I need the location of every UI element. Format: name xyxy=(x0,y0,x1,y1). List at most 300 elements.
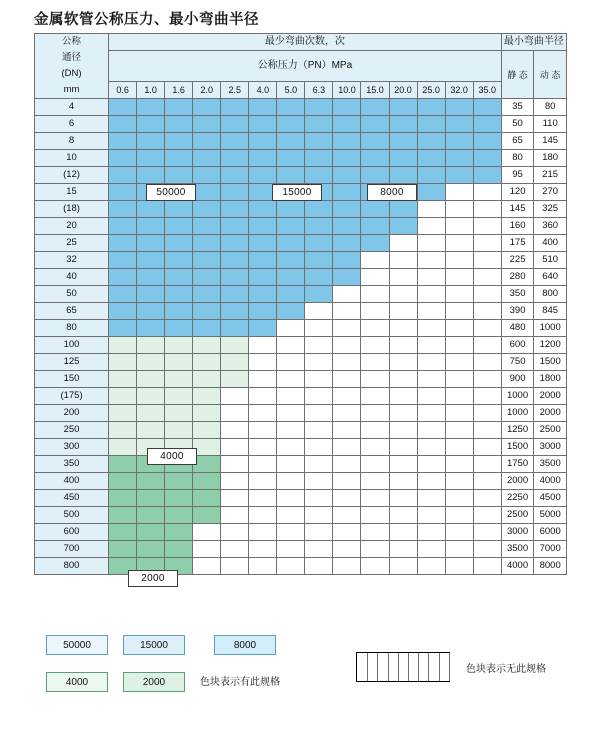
spec-cell xyxy=(445,490,473,507)
spec-cell xyxy=(389,218,417,235)
spec-cell xyxy=(221,456,249,473)
spec-cell xyxy=(137,286,165,303)
spec-cell xyxy=(417,252,445,269)
spec-cell xyxy=(277,507,305,524)
spec-cell xyxy=(221,201,249,218)
spec-cell xyxy=(137,422,165,439)
spec-cell xyxy=(445,337,473,354)
spec-cell xyxy=(417,524,445,541)
spec-cell xyxy=(193,473,221,490)
hatch-line xyxy=(377,653,378,681)
spec-cell xyxy=(473,99,501,116)
dn-value: 8 xyxy=(35,133,109,150)
spec-cell xyxy=(445,201,473,218)
spec-cell xyxy=(249,388,277,405)
spec-cell xyxy=(109,439,137,456)
dynamic-radius: 510 xyxy=(534,252,567,269)
table-header-row-3 xyxy=(35,82,567,99)
spec-cell xyxy=(361,150,389,167)
spec-cell xyxy=(165,422,193,439)
spec-cell xyxy=(473,388,501,405)
spec-cell xyxy=(305,490,333,507)
cycle-callout: 8000 xyxy=(367,184,417,201)
pressure-header: 公称压力（PN）MPa xyxy=(109,51,502,82)
dn-value: 40 xyxy=(35,269,109,286)
hatch-line xyxy=(449,653,450,681)
dynamic-radius: 1200 xyxy=(534,337,567,354)
spec-cell xyxy=(361,388,389,405)
spec-cell xyxy=(361,303,389,320)
spec-cell xyxy=(473,133,501,150)
spec-cell xyxy=(249,133,277,150)
spec-cell xyxy=(445,388,473,405)
spec-cell xyxy=(277,490,305,507)
static-radius: 1000 xyxy=(501,388,534,405)
spec-cell xyxy=(361,235,389,252)
spec-cell xyxy=(277,439,305,456)
spec-cell xyxy=(445,269,473,286)
spec-cell xyxy=(445,167,473,184)
spec-cell xyxy=(389,456,417,473)
spec-cell xyxy=(333,150,361,167)
spec-cell xyxy=(305,473,333,490)
spec-cell xyxy=(249,405,277,422)
spec-cell xyxy=(389,286,417,303)
dn-value: 32 xyxy=(35,252,109,269)
spec-cell xyxy=(333,524,361,541)
static-radius: 95 xyxy=(501,167,534,184)
spec-cell xyxy=(137,371,165,388)
spec-cell xyxy=(333,558,361,575)
spec-cell xyxy=(137,150,165,167)
table-row xyxy=(35,456,567,473)
spec-cell xyxy=(389,405,417,422)
hatch-line xyxy=(398,653,399,681)
spec-cell xyxy=(333,235,361,252)
spec-cell xyxy=(109,303,137,320)
dynamic-radius: 8000 xyxy=(534,558,567,575)
spec-cell xyxy=(221,422,249,439)
spec-cell xyxy=(389,320,417,337)
pressure-col-header: 5.0 xyxy=(277,82,305,99)
spec-cell xyxy=(109,133,137,150)
static-radius: 3000 xyxy=(501,524,534,541)
spec-cell xyxy=(445,184,473,201)
spec-cell xyxy=(305,116,333,133)
spec-cell xyxy=(137,541,165,558)
spec-cell xyxy=(445,473,473,490)
spec-cell xyxy=(277,286,305,303)
spec-cell xyxy=(333,439,361,456)
spec-cell xyxy=(193,184,221,201)
spec-cell xyxy=(305,99,333,116)
spec-cell xyxy=(249,507,277,524)
dynamic-radius: 400 xyxy=(534,235,567,252)
spec-cell xyxy=(389,116,417,133)
dn-value: 150 xyxy=(35,371,109,388)
table-row xyxy=(35,558,567,575)
spec-cell xyxy=(417,439,445,456)
spec-cell xyxy=(305,269,333,286)
dn-header-line: 公称 xyxy=(62,36,82,47)
spec-cell xyxy=(389,371,417,388)
radius-header: 最小弯曲半径 xyxy=(501,34,566,51)
spec-cell xyxy=(193,303,221,320)
spec-cell xyxy=(249,252,277,269)
spec-cell xyxy=(249,337,277,354)
table-row xyxy=(35,388,567,405)
spec-cell xyxy=(109,388,137,405)
spec-cell xyxy=(389,337,417,354)
spec-cell xyxy=(221,439,249,456)
spec-cell xyxy=(277,269,305,286)
table-row xyxy=(35,422,567,439)
spec-cell xyxy=(305,167,333,184)
legend-note-color: 色块表示有此规格 xyxy=(200,677,280,688)
spec-cell xyxy=(445,541,473,558)
spec-cell xyxy=(445,252,473,269)
spec-cell xyxy=(193,218,221,235)
spec-cell xyxy=(361,133,389,150)
spec-cell xyxy=(445,422,473,439)
spec-cell xyxy=(333,133,361,150)
table-row xyxy=(35,218,567,235)
spec-cell xyxy=(305,388,333,405)
pressure-col-header: 4.0 xyxy=(249,82,277,99)
spec-cell xyxy=(361,354,389,371)
dynamic-radius: 360 xyxy=(534,218,567,235)
spec-cell xyxy=(417,218,445,235)
table-row xyxy=(35,201,567,218)
dynamic-radius: 110 xyxy=(534,116,567,133)
spec-cell xyxy=(109,490,137,507)
spec-cell xyxy=(333,388,361,405)
spec-cell xyxy=(445,116,473,133)
static-radius: 600 xyxy=(501,337,534,354)
spec-cell xyxy=(249,541,277,558)
spec-cell xyxy=(305,337,333,354)
dn-value: 100 xyxy=(35,337,109,354)
spec-cell xyxy=(333,286,361,303)
spec-cell xyxy=(193,167,221,184)
cycle-callout: 50000 xyxy=(146,184,196,201)
spec-cell xyxy=(417,99,445,116)
spec-cell xyxy=(193,541,221,558)
spec-cell xyxy=(333,507,361,524)
spec-cell xyxy=(277,456,305,473)
spec-cell xyxy=(165,490,193,507)
dn-value: 600 xyxy=(35,524,109,541)
table-row xyxy=(35,133,567,150)
table-row xyxy=(35,439,567,456)
spec-cell xyxy=(361,439,389,456)
spec-cell xyxy=(277,405,305,422)
spec-cell xyxy=(333,320,361,337)
spec-cell xyxy=(277,473,305,490)
table-row xyxy=(35,507,567,524)
spec-cell xyxy=(165,354,193,371)
spec-cell xyxy=(137,337,165,354)
table-row xyxy=(35,337,567,354)
spec-cell xyxy=(389,490,417,507)
table-row xyxy=(35,371,567,388)
spec-cell xyxy=(137,269,165,286)
spec-cell xyxy=(333,218,361,235)
spec-cell xyxy=(165,252,193,269)
dynamic-radius: 325 xyxy=(534,201,567,218)
spec-cell xyxy=(417,235,445,252)
spec-cell xyxy=(417,558,445,575)
spec-table-container xyxy=(34,33,567,584)
spec-cell xyxy=(473,303,501,320)
spec-cell xyxy=(445,524,473,541)
spec-cell xyxy=(193,133,221,150)
spec-cell xyxy=(249,201,277,218)
static-radius: 80 xyxy=(501,150,534,167)
pressure-col-header: 2.0 xyxy=(193,82,221,99)
spec-cell xyxy=(249,99,277,116)
spec-cell xyxy=(109,541,137,558)
spec-cell xyxy=(473,405,501,422)
dynamic-radius: 1800 xyxy=(534,371,567,388)
dynamic-radius: 145 xyxy=(534,133,567,150)
static-radius: 280 xyxy=(501,269,534,286)
static-radius: 160 xyxy=(501,218,534,235)
spec-cell xyxy=(249,235,277,252)
spec-cell xyxy=(165,507,193,524)
spec-cell xyxy=(221,184,249,201)
dn-value: 4 xyxy=(35,99,109,116)
spec-cell xyxy=(165,473,193,490)
spec-cell xyxy=(417,286,445,303)
spec-cell xyxy=(361,524,389,541)
spec-cell xyxy=(333,184,361,201)
spec-cell xyxy=(445,218,473,235)
spec-cell xyxy=(109,99,137,116)
spec-cell xyxy=(165,133,193,150)
spec-cell xyxy=(165,235,193,252)
spec-cell xyxy=(473,371,501,388)
bend-count-header: 最少弯曲次数，次 xyxy=(109,34,502,51)
spec-cell xyxy=(193,269,221,286)
spec-table xyxy=(34,33,567,575)
table-row xyxy=(35,541,567,558)
spec-cell xyxy=(333,269,361,286)
spec-cell xyxy=(305,218,333,235)
cycle-callout: 2000 xyxy=(128,570,178,587)
spec-cell xyxy=(333,405,361,422)
spec-cell xyxy=(193,388,221,405)
dynamic-radius: 2500 xyxy=(534,422,567,439)
spec-cell xyxy=(249,167,277,184)
spec-cell xyxy=(417,116,445,133)
spec-cell xyxy=(473,269,501,286)
dn-value: 200 xyxy=(35,405,109,422)
spec-cell xyxy=(277,167,305,184)
dn-value: 80 xyxy=(35,320,109,337)
spec-cell xyxy=(389,269,417,286)
table-header-row-2 xyxy=(35,51,567,82)
spec-cell xyxy=(389,354,417,371)
spec-cell xyxy=(137,303,165,320)
table-header-row-1 xyxy=(35,34,567,51)
spec-cell xyxy=(389,507,417,524)
dn-value: 800 xyxy=(35,558,109,575)
spec-cell xyxy=(165,167,193,184)
dynamic-radius: 270 xyxy=(534,184,567,201)
spec-cell xyxy=(473,150,501,167)
table-row xyxy=(35,490,567,507)
table-row xyxy=(35,354,567,371)
legend-note-hatch: 色块表示无此规格 xyxy=(466,664,546,675)
spec-cell xyxy=(445,133,473,150)
spec-cell xyxy=(333,490,361,507)
dn-value: (18) xyxy=(35,201,109,218)
spec-cell xyxy=(277,388,305,405)
pressure-col-header: 35.0 xyxy=(473,82,501,99)
spec-cell xyxy=(221,507,249,524)
pressure-col-header: 0.6 xyxy=(109,82,137,99)
spec-cell xyxy=(277,558,305,575)
spec-cell xyxy=(305,371,333,388)
spec-cell xyxy=(417,184,445,201)
spec-cell xyxy=(277,235,305,252)
spec-cell xyxy=(193,422,221,439)
spec-cell xyxy=(305,405,333,422)
static-radius: 350 xyxy=(501,286,534,303)
spec-cell xyxy=(109,405,137,422)
hatch-line xyxy=(367,653,368,681)
spec-cell xyxy=(137,235,165,252)
spec-cell xyxy=(417,201,445,218)
spec-cell xyxy=(361,371,389,388)
dynamic-radius: 7000 xyxy=(534,541,567,558)
static-radius: 50 xyxy=(501,116,534,133)
spec-cell xyxy=(109,337,137,354)
spec-cell xyxy=(417,388,445,405)
legend xyxy=(34,635,567,715)
spec-cell xyxy=(193,201,221,218)
spec-cell xyxy=(221,116,249,133)
spec-cell xyxy=(473,286,501,303)
pressure-col-header: 25.0 xyxy=(417,82,445,99)
spec-cell xyxy=(221,320,249,337)
static-radius: 175 xyxy=(501,235,534,252)
spec-cell xyxy=(165,218,193,235)
dn-header-line: 通径 xyxy=(62,52,82,63)
spec-cell xyxy=(361,337,389,354)
spec-cell xyxy=(137,116,165,133)
spec-cell xyxy=(417,456,445,473)
spec-cell xyxy=(221,133,249,150)
spec-cell xyxy=(221,99,249,116)
cycle-callout: 4000 xyxy=(147,448,197,465)
spec-cell xyxy=(193,286,221,303)
dn-value: 450 xyxy=(35,490,109,507)
pressure-col-header: 1.6 xyxy=(165,82,193,99)
spec-cell xyxy=(333,371,361,388)
spec-cell xyxy=(193,320,221,337)
spec-cell xyxy=(473,422,501,439)
spec-cell xyxy=(445,558,473,575)
spec-cell xyxy=(249,422,277,439)
dn-value: (12) xyxy=(35,167,109,184)
spec-cell xyxy=(137,507,165,524)
spec-cell xyxy=(305,235,333,252)
spec-cell xyxy=(389,422,417,439)
spec-cell xyxy=(389,388,417,405)
spec-cell xyxy=(473,473,501,490)
hatch-line xyxy=(428,653,429,681)
dynamic-radius: 4500 xyxy=(534,490,567,507)
spec-cell xyxy=(305,286,333,303)
spec-cell xyxy=(137,388,165,405)
spec-cell xyxy=(137,252,165,269)
dynamic-radius: 2000 xyxy=(534,405,567,422)
dynamic-radius: 80 xyxy=(534,99,567,116)
spec-cell xyxy=(109,524,137,541)
spec-cell xyxy=(109,286,137,303)
spec-cell xyxy=(445,235,473,252)
spec-cell xyxy=(249,490,277,507)
spec-cell xyxy=(389,541,417,558)
dynamic-radius: 215 xyxy=(534,167,567,184)
spec-cell xyxy=(249,286,277,303)
spec-cell xyxy=(137,167,165,184)
dn-value: 6 xyxy=(35,116,109,133)
spec-cell xyxy=(389,201,417,218)
spec-cell xyxy=(277,99,305,116)
spec-cell xyxy=(221,252,249,269)
table-row xyxy=(35,473,567,490)
spec-cell xyxy=(445,371,473,388)
table-row xyxy=(35,116,567,133)
spec-cell xyxy=(389,99,417,116)
spec-cell xyxy=(305,201,333,218)
dynamic-radius: 3000 xyxy=(534,439,567,456)
spec-cell xyxy=(277,218,305,235)
spec-cell xyxy=(165,405,193,422)
spec-cell xyxy=(277,116,305,133)
spec-cell xyxy=(109,320,137,337)
table-row xyxy=(35,150,567,167)
spec-cell xyxy=(165,337,193,354)
spec-cell xyxy=(221,150,249,167)
spec-cell xyxy=(417,422,445,439)
spec-cell xyxy=(473,456,501,473)
spec-cell xyxy=(473,184,501,201)
spec-cell xyxy=(277,303,305,320)
spec-cell xyxy=(417,507,445,524)
static-radius: 1250 xyxy=(501,422,534,439)
static-radius: 120 xyxy=(501,184,534,201)
spec-cell xyxy=(333,473,361,490)
spec-cell xyxy=(417,405,445,422)
spec-cell xyxy=(165,541,193,558)
spec-cell xyxy=(137,524,165,541)
spec-cell xyxy=(277,541,305,558)
spec-cell xyxy=(221,473,249,490)
spec-cell xyxy=(193,99,221,116)
spec-cell xyxy=(221,490,249,507)
spec-cell xyxy=(109,371,137,388)
spec-cell xyxy=(277,524,305,541)
dn-value: 25 xyxy=(35,235,109,252)
dn-header-cell xyxy=(35,34,109,99)
spec-cell xyxy=(473,252,501,269)
static-radius: 35 xyxy=(501,99,534,116)
static-radius: 750 xyxy=(501,354,534,371)
